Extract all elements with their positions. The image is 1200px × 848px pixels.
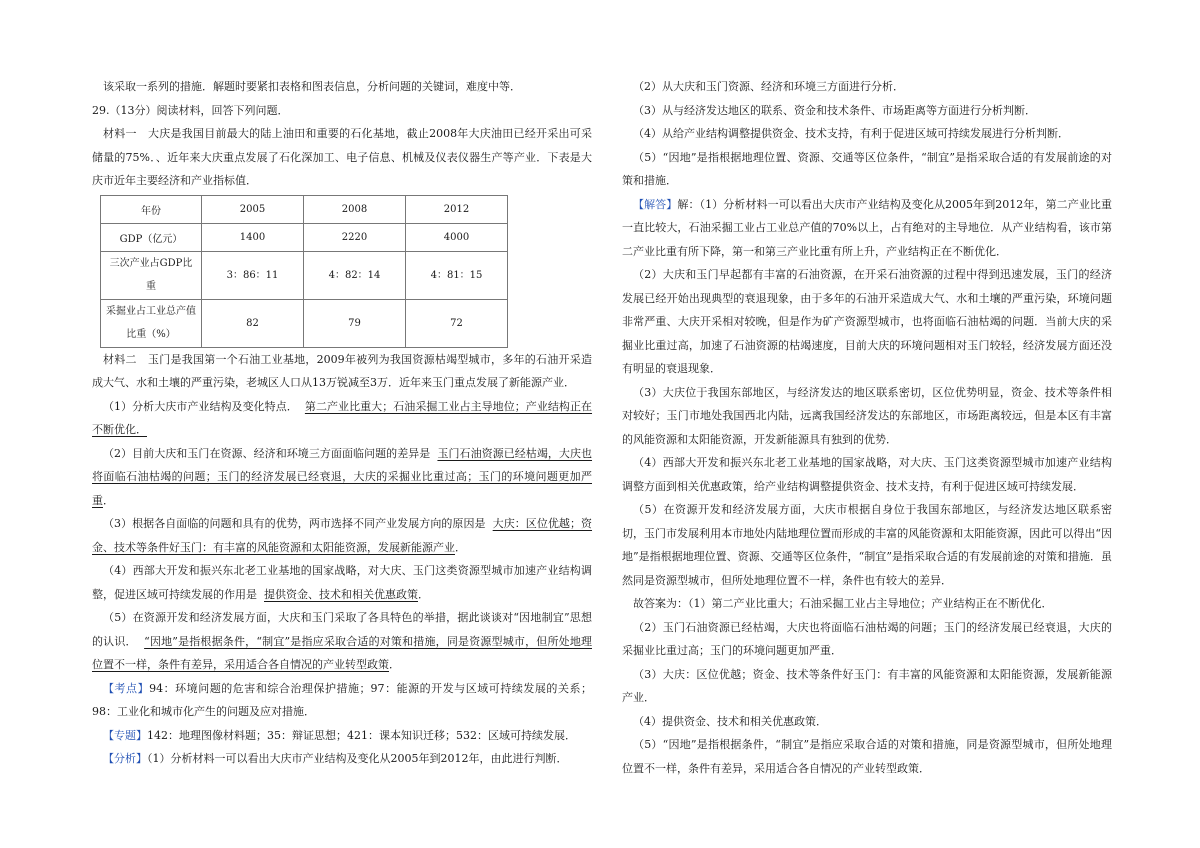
fenxi-text: （1）分析材料一可以看出大庆市产业结构及变化从2005年到2012年，由此进行判断． <box>147 752 568 765</box>
question-5-answer: “因地”是指根据条件，“制宜”是指应采取合适的对策和措施，同是资源型城市，但所处地理位置不一样，条件有差异，采用适合各自情况的产业转型政策 <box>92 634 592 671</box>
zhuanti-text: 142：地理图像材料题；35：辩证思想；421：课本知识迁移；532：区域可持续发展． <box>147 728 576 742</box>
table-cell: 三次产业占GDP比重 <box>101 251 202 299</box>
question-heading: 29.（13分）阅读材料，回答下列问题． <box>92 103 289 117</box>
table-row <box>101 251 508 299</box>
material-two: 材料二 玉门是我国第一个石油工业基地，2009年被列为我国资源枯竭型城市，多年的石油开采造成大气、水和土壤的严重污染，老城区人口从13万锐减至3万．近年来玉门重点发展了新能源产业． <box>92 352 592 389</box>
table-cell: 采掘业占工业总产值比重（%） <box>101 299 202 347</box>
analysis-5: （5）“因地”是指根据地理位置、资源、交通等区位条件，“制宜”是指采取合适的有发展前途的对策和措施． <box>622 150 1112 187</box>
left-column <box>92 75 592 771</box>
jieda-text-1: 解：（1）分析材料一可以看出大庆市产业结构及变化从2005年到2012年，第二产业比重一直比较大，石油采掘工业占工业总产值的70%以上，占有绝对的主导地位．从产业结构看，该市第二产业比重有所下降，第一和第三产业比重有所上升，产业结构正在不断优化． <box>622 197 1113 258</box>
question-4-prompt: （4）西部大开发和振兴东北老工业基地的国家战略，对大庆、玉门这类资源型城市加速产业结构调整，促进区域可持续发展的作用是 <box>92 564 592 601</box>
question-3 <box>92 512 592 559</box>
question-1 <box>92 395 592 442</box>
final-answer-5: （5）“因地”是指根据条件，“制宜”是指应采取合适的对策和措施，同是资源型城市，但所处地理位置不一样，条件有差异，采用适合各自情况的产业转型政策． <box>622 738 1112 775</box>
question-2 <box>92 442 592 513</box>
table-header-row <box>101 195 508 223</box>
question-3-prompt: （3）根据各自面临的问题和具有的优势，两市选择不同产业发展方向的原因是 <box>103 517 486 530</box>
material-one: 材料一 大庆是我国目前最大的陆上油田和重要的石化基地，截止2008年大庆油田已经开采出可采储量的75%．、近年来大庆重点发展了石化深加工、电子信息、机械及仪表仪器生产等产业．下表是大庆市近年主要经济和产业指标值． <box>92 127 592 187</box>
question-1-prompt: （1）分析大庆市产业结构及变化特点． <box>103 399 298 413</box>
jieda-section <box>622 193 1112 264</box>
indicator-table <box>100 195 508 348</box>
analysis-2: （2）从大庆和玉门资源、经济和环境三方面进行分析． <box>633 80 904 93</box>
question-3-end: ． <box>455 540 466 554</box>
table-cell: 2008 <box>304 195 406 223</box>
table-cell: 年份 <box>101 195 202 223</box>
question-3-answer: 大庆：区位优越；资金、技术等条件好玉门：有丰富的风能资源和太阳能资源，发展新能源产业 <box>92 517 593 554</box>
right-column <box>622 75 1112 780</box>
table-cell: 79 <box>304 299 406 347</box>
jieda-text-3: （3）大庆位于我国东部地区，与经济发达的地区联系密切，区位优势明显，资金、技术等条件相对较好；玉门市地处我国西北内陆，远离我国经济发达的东部地区，市场距离较远，但是本区有丰富的风能资源和太阳能资源，开发新能源具有独到的优势． <box>622 385 1112 446</box>
kaodian-text: 94：环境问题的危害和综合治理保护措施；97：能源的开发与区域可持续发展的关系；98：工业化和城市化产生的问题及应对措施． <box>92 681 593 718</box>
final-answer-3: （3）大庆：区位优越；资金、技术等条件好玉门：有丰富的风能资源和太阳能资源，发展新能源产业． <box>622 667 1112 704</box>
question-2-end: ． <box>103 493 114 507</box>
kaodian-tag: 【考点】 <box>103 681 150 695</box>
question-5-end: ． <box>389 658 400 671</box>
final-answer-4: （4）提供资金、技术和相关优惠政策． <box>633 714 827 728</box>
question-5 <box>92 606 592 677</box>
table-row <box>101 299 508 347</box>
question-4-end: ． <box>418 587 429 601</box>
question-1-answer: 第二产业比重大；石油采掘工业占主导地位；产业结构正在不断优化． <box>92 399 593 436</box>
table-cell: 1400 <box>202 223 304 251</box>
table-cell: 2012 <box>406 195 508 223</box>
table-row <box>101 223 508 251</box>
jieda-text-2: （2）大庆和玉门早起都有丰富的石油资源，在开采石油资源的过程中得到迅速发展，玉门的经济发展已经开始出现典型的衰退现象，由于多年的石油开采造成大气、水和土壤的严重污染，环境问题非常严重、大庆开采相对较晚，但是作为矿产资源型城市，也将面临石油枯竭的问题．当前大庆的采掘业比重过高，加速了石油资源的枯竭速度，目前大庆的环境问题相对玉门较轻，经济发展方面还没有明显的衰退现象． <box>622 268 1112 375</box>
intro-text: 该采取一系列的措施．解题时要紧扣表格和图表信息，分析问题的关键词，难度中等． <box>103 80 521 93</box>
jieda-text-4: （4）西部大开发和振兴东北老工业基地的国家战略，对大庆、玉门这类资源型城市加速产业结构调整方面到相关优惠政策，给产业结构调整提供资金、技术支持，有利于促进区域可持续发展． <box>622 456 1112 493</box>
jieda-tag: 【解答】 <box>633 197 678 211</box>
fenxi-tag: 【分析】 <box>103 752 147 765</box>
question-2-answer: 玉门石油资源已经枯竭，大庆也将面临石油枯竭的问题；玉门的经济发展已经衰退，大庆的采掘业比重过高；玉门的环境问题更加严重 <box>92 446 593 507</box>
table-cell: GDP（亿元） <box>101 223 202 251</box>
table-cell: 72 <box>406 299 508 347</box>
analysis-3: （3）从与经济发达地区的联系、资金和技术条件、市场距离等方面进行分析判断． <box>633 103 1036 117</box>
table-cell: 2220 <box>304 223 406 251</box>
analysis-4: （4）从给产业结构调整提供资金、技术支持，有利于促进区域可持续发展进行分析判断． <box>633 127 1069 140</box>
jieda-text-5: （5）在资源开发和经济发展方面，大庆市根据自身位于我国东部地区，与经济发达地区联系密切，玉门市发展利用本市地处内陆地理位置而形成的丰富的风能资源和太阳能资源，因此可以得出“因地”是指根据地理位置、资源、交通等区位条件，“制宜”是指采取合适的有发展前途的对策和措施．虽然同是资源型城市，但所处地理位置不一样，条件也有较大的差异． <box>622 503 1112 587</box>
fenxi-section <box>92 747 592 771</box>
table-cell: 4：81：15 <box>406 251 508 299</box>
table-cell: 4：82：14 <box>304 251 406 299</box>
table-cell: 3：86：11 <box>202 251 304 299</box>
table-cell: 82 <box>202 299 304 347</box>
kaodian-section <box>92 677 592 724</box>
question-2-prompt: （2）目前大庆和玉门在资源、经济和环境三方面面临问题的差异是 <box>103 446 431 460</box>
zhuanti-section <box>92 724 592 748</box>
final-answer-2: （2）玉门石油资源已经枯竭，大庆也将面临石油枯竭的问题；玉门的经济发展已经衰退，大庆的采掘业比重过高；玉门的环境问题更加严重． <box>622 620 1112 657</box>
zhuanti-tag: 【专题】 <box>103 728 147 742</box>
question-4 <box>92 559 592 606</box>
table-cell: 4000 <box>406 223 508 251</box>
question-4-answer: 提供资金、技术和相关优惠政策 <box>264 587 418 601</box>
table-cell: 2005 <box>202 195 304 223</box>
question-5-prompt: （5）在资源开发和经济发展方面，大庆和玉门采取了各具特色的举措，据此谈谈对“因地制宜”思想的认识． <box>92 611 592 648</box>
final-answer-1: 故答案为：（1）第二产业比重大；石油采掘工业占主导地位；产业结构正在不断优化． <box>633 597 1053 610</box>
